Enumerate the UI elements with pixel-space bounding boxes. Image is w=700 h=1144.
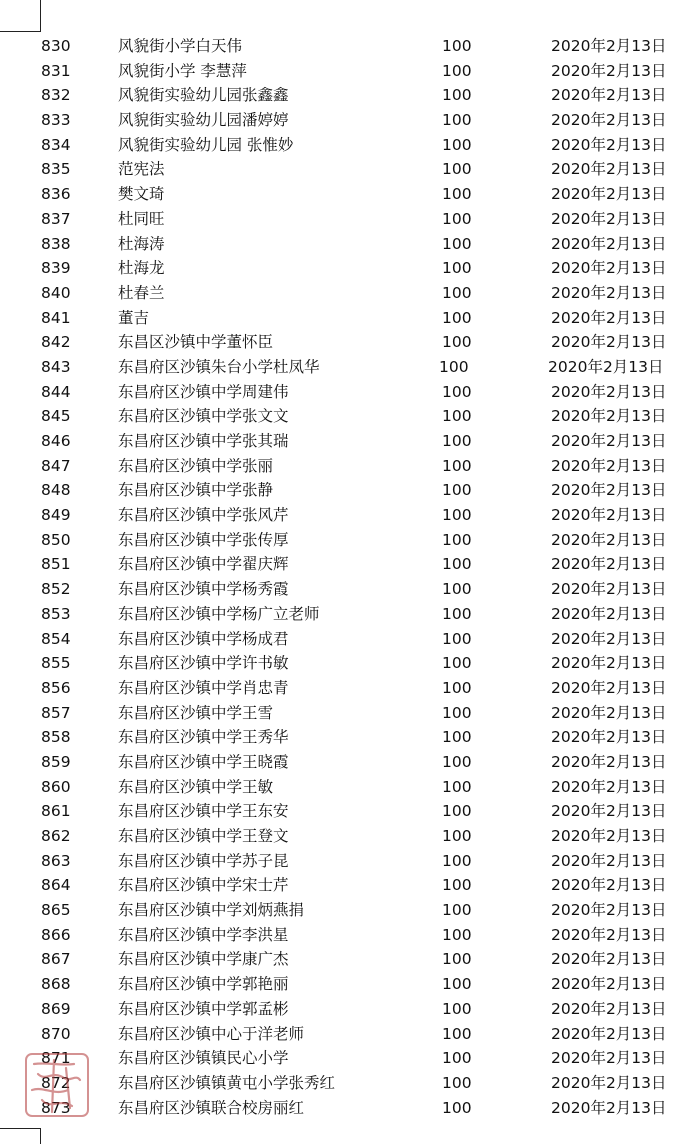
row-score: 100 (442, 1024, 472, 1043)
row-name: 东昌府区沙镇镇民心小学 (118, 1049, 289, 1068)
row-number: 867 (41, 950, 71, 969)
row-name: 东昌府区沙镇中学张丽 (118, 456, 274, 475)
table-row (0, 404, 700, 429)
table-row (0, 133, 700, 158)
row-name: 东昌府区沙镇朱台小学杜凤华 (118, 357, 320, 376)
row-date: 2020年2月13日 (551, 1024, 667, 1043)
row-number: 834 (41, 135, 71, 154)
row-number: 831 (41, 61, 71, 80)
row-date: 2020年2月13日 (551, 629, 667, 648)
table-row (0, 59, 700, 84)
row-score: 100 (442, 185, 472, 204)
row-date: 2020年2月13日 (551, 975, 667, 994)
row-date: 2020年2月13日 (551, 876, 667, 895)
row-name: 东昌府区沙镇中心于洋老师 (118, 1024, 305, 1043)
table-row (0, 281, 700, 306)
row-score: 100 (442, 135, 472, 154)
row-date: 2020年2月13日 (551, 259, 667, 278)
row-score: 100 (439, 357, 469, 376)
row-date: 2020年2月13日 (551, 86, 667, 105)
watermark-calligraphy (32, 1060, 80, 1112)
row-date: 2020年2月13日 (551, 950, 667, 969)
row-name: 东昌府区沙镇中学郭孟彬 (118, 999, 289, 1018)
table-row (0, 232, 700, 257)
donation-list (0, 34, 700, 1120)
row-number: 850 (41, 530, 71, 549)
row-number: 854 (41, 629, 71, 648)
row-number: 871 (41, 1049, 71, 1068)
row-date: 2020年2月13日 (551, 283, 667, 302)
row-name: 东昌府区沙镇中学王登文 (118, 827, 289, 845)
row-name: 东昌府区沙镇中学张传厚 (118, 530, 289, 549)
row-name: 风貌街小学白天伟 (118, 37, 243, 55)
table-row (0, 83, 700, 108)
row-score: 100 (442, 259, 472, 278)
row-date: 2020年2月13日 (551, 703, 667, 722)
row-name: 樊文琦 (118, 185, 165, 204)
table-row (0, 34, 700, 59)
row-name: 风貌街实验幼儿园张鑫鑫 (118, 86, 289, 105)
row-name: 董吉 (118, 308, 150, 327)
table-row (0, 454, 700, 479)
row-number: 849 (41, 506, 71, 525)
row-number: 851 (41, 555, 71, 574)
row-number: 843 (41, 357, 71, 376)
row-name: 风貌街实验幼儿园 张惟妙 (118, 135, 294, 154)
row-score: 100 (442, 975, 472, 994)
table-row (0, 108, 700, 133)
row-score: 100 (442, 86, 472, 105)
row-name: 东昌府区沙镇中学张风芹 (118, 506, 289, 525)
row-date: 2020年2月13日 (551, 604, 667, 623)
row-name: 东昌府区沙镇镇黄屯小学张秀红 (118, 1073, 336, 1092)
table-row (0, 355, 700, 380)
row-number: 846 (41, 432, 71, 450)
row-score: 100 (442, 234, 472, 253)
row-name: 杜春兰 (118, 283, 165, 302)
row-number: 861 (41, 802, 71, 821)
row-number: 842 (41, 333, 71, 352)
row-name: 东昌府区沙镇中学郭艳丽 (118, 975, 289, 994)
table-row (0, 799, 700, 824)
row-name: 东昌府区沙镇中学张其瑞 (118, 432, 289, 450)
row-date: 2020年2月13日 (551, 481, 667, 500)
row-number: 868 (41, 975, 71, 994)
row-name: 东昌府区沙镇中学王雪 (118, 703, 274, 722)
row-score: 100 (442, 555, 472, 574)
row-number: 837 (41, 209, 71, 228)
row-score: 100 (442, 382, 472, 401)
row-name: 东昌府区沙镇中学王秀华 (118, 728, 289, 747)
table-row (0, 997, 700, 1022)
row-number: 869 (41, 999, 71, 1018)
row-score: 100 (442, 283, 472, 302)
row-score: 100 (442, 999, 472, 1018)
row-number: 872 (41, 1073, 71, 1092)
row-number: 852 (41, 580, 71, 599)
row-date: 2020年2月13日 (551, 802, 667, 821)
row-score: 100 (442, 407, 472, 426)
row-date: 2020年2月13日 (551, 209, 667, 228)
row-name: 东昌府区沙镇中学王东安 (118, 802, 289, 821)
table-row (0, 602, 700, 627)
row-number: 844 (41, 382, 71, 401)
row-date: 2020年2月13日 (551, 999, 667, 1018)
row-score: 100 (442, 209, 472, 228)
table-row (0, 503, 700, 528)
row-name: 东昌府区沙镇中学杨秀霞 (118, 580, 289, 599)
row-name: 东昌府区沙镇中学王敏 (118, 777, 274, 796)
table-row (0, 627, 700, 652)
row-number: 855 (41, 654, 71, 673)
row-date: 2020年2月13日 (551, 456, 667, 475)
row-date: 2020年2月13日 (551, 851, 667, 870)
table-row (0, 701, 700, 726)
table-row (0, 676, 700, 701)
row-number: 863 (41, 851, 71, 870)
row-name: 东昌府区沙镇中学肖忠青 (118, 678, 289, 697)
table-row (0, 577, 700, 602)
row-date: 2020年2月13日 (551, 901, 667, 920)
row-number: 833 (41, 111, 71, 130)
row-number: 873 (41, 1098, 71, 1117)
row-name: 东昌府区沙镇中学周建伟 (118, 382, 289, 401)
row-number: 856 (41, 678, 71, 697)
row-date: 2020年2月13日 (551, 308, 667, 327)
row-number: 858 (41, 728, 71, 747)
row-date: 2020年2月13日 (551, 1073, 667, 1092)
row-score: 100 (442, 61, 472, 80)
row-score: 100 (442, 654, 472, 673)
row-name: 东昌府区沙镇中学许书敏 (118, 654, 289, 673)
table-row (0, 947, 700, 972)
table-row (0, 552, 700, 577)
row-score: 100 (442, 308, 472, 327)
row-date: 2020年2月13日 (551, 580, 667, 599)
row-date: 2020年2月13日 (551, 407, 667, 426)
row-date: 2020年2月13日 (551, 506, 667, 525)
crop-mark-top-left-horizontal (0, 31, 41, 32)
row-score: 100 (442, 876, 472, 895)
row-number: 862 (41, 827, 71, 845)
table-row (0, 306, 700, 331)
row-date: 2020年2月13日 (551, 678, 667, 697)
row-score: 100 (442, 851, 472, 870)
row-number: 845 (41, 407, 71, 426)
table-row (0, 1096, 700, 1121)
row-date: 2020年2月13日 (551, 555, 667, 574)
table-row (0, 849, 700, 874)
table-row (0, 651, 700, 676)
row-number: 830 (41, 37, 71, 55)
table-row (0, 824, 700, 849)
row-date: 2020年2月13日 (551, 160, 667, 179)
row-score: 100 (442, 432, 472, 450)
row-score: 100 (442, 111, 472, 130)
row-score: 100 (442, 333, 472, 352)
table-row (0, 1046, 700, 1071)
table-row (0, 478, 700, 503)
table-row (0, 923, 700, 948)
row-date: 2020年2月13日 (551, 925, 667, 944)
row-number: 839 (41, 259, 71, 278)
table-row (0, 380, 700, 405)
row-number: 848 (41, 481, 71, 500)
row-score: 100 (442, 678, 472, 697)
row-score: 100 (442, 802, 472, 821)
table-row (0, 1022, 700, 1047)
row-name: 风貌街小学 李慧萍 (118, 61, 247, 80)
table-row (0, 182, 700, 207)
table-row (0, 528, 700, 553)
row-score: 100 (442, 703, 472, 722)
row-name: 东昌府区沙镇中学翟庆辉 (118, 555, 289, 574)
row-number: 864 (41, 876, 71, 895)
table-row (0, 750, 700, 775)
row-score: 100 (442, 629, 472, 648)
table-row (0, 725, 700, 750)
row-score: 100 (442, 580, 472, 599)
row-score: 100 (442, 925, 472, 944)
row-number: 836 (41, 185, 71, 204)
row-score: 100 (442, 506, 472, 525)
row-date: 2020年2月13日 (551, 185, 667, 204)
row-score: 100 (442, 950, 472, 969)
row-name: 东昌府区沙镇中学李洪星 (118, 925, 289, 944)
row-number: 857 (41, 703, 71, 722)
row-score: 100 (442, 481, 472, 500)
table-row (0, 157, 700, 182)
table-row (0, 1071, 700, 1096)
watermark-seal (8, 1052, 90, 1120)
row-name: 杜同旺 (118, 209, 165, 228)
row-name: 东昌府区沙镇中学刘炳燕捐 (118, 901, 305, 920)
row-score: 100 (442, 37, 472, 55)
row-name: 风貌街实验幼儿园潘婷婷 (118, 111, 289, 130)
row-number: 847 (41, 456, 71, 475)
row-date: 2020年2月13日 (551, 234, 667, 253)
row-score: 100 (442, 530, 472, 549)
row-score: 100 (442, 1073, 472, 1092)
crop-mark-bottom-left-horizontal (0, 1128, 41, 1129)
row-name: 东昌府区沙镇中学张文文 (118, 407, 289, 426)
table-row (0, 972, 700, 997)
row-date: 2020年2月13日 (551, 37, 667, 55)
table-row (0, 207, 700, 232)
row-date: 2020年2月13日 (551, 654, 667, 673)
table-row (0, 429, 700, 454)
row-number: 832 (41, 86, 71, 105)
table-row (0, 775, 700, 800)
row-name: 东昌府区沙镇中学苏子昆 (118, 851, 289, 870)
row-date: 2020年2月13日 (551, 827, 667, 845)
row-score: 100 (442, 777, 472, 796)
row-name: 范宪法 (118, 160, 165, 179)
row-date: 2020年2月13日 (551, 1049, 667, 1068)
row-number: 859 (41, 752, 71, 771)
row-date: 2020年2月13日 (551, 752, 667, 771)
row-number: 835 (41, 160, 71, 179)
row-name: 东昌府区沙镇中学杨广立老师 (118, 604, 320, 623)
row-number: 840 (41, 283, 71, 302)
row-name: 杜海龙 (118, 259, 165, 278)
row-date: 2020年2月13日 (551, 382, 667, 401)
row-date: 2020年2月13日 (551, 111, 667, 130)
crop-mark-top-left-vertical (40, 0, 41, 32)
row-name: 东昌府区沙镇中学王晓霞 (118, 752, 289, 771)
table-row (0, 898, 700, 923)
row-score: 100 (442, 160, 472, 179)
row-date: 2020年2月13日 (551, 530, 667, 549)
row-number: 870 (41, 1024, 71, 1043)
row-name: 东昌区沙镇中学董怀臣 (118, 333, 274, 352)
row-name: 东昌府区沙镇中学张静 (118, 481, 274, 500)
row-number: 838 (41, 234, 71, 253)
row-date: 2020年2月13日 (551, 135, 667, 154)
row-number: 866 (41, 925, 71, 944)
row-number: 841 (41, 308, 71, 327)
row-date: 2020年2月13日 (551, 61, 667, 80)
row-score: 100 (442, 827, 472, 845)
row-name: 东昌府区沙镇中学杨成君 (118, 629, 289, 648)
table-row (0, 873, 700, 898)
table-row (0, 330, 700, 355)
row-score: 100 (442, 752, 472, 771)
row-date: 2020年2月13日 (551, 1098, 667, 1117)
row-name: 杜海涛 (118, 234, 165, 253)
row-name: 东昌府区沙镇中学宋士芹 (118, 876, 289, 895)
row-score: 100 (442, 456, 472, 475)
row-score: 100 (442, 901, 472, 920)
row-score: 100 (442, 728, 472, 747)
crop-mark-bottom-left-vertical (40, 1128, 41, 1144)
row-date: 2020年2月13日 (551, 777, 667, 796)
row-date: 2020年2月13日 (551, 432, 667, 450)
row-score: 100 (442, 1098, 472, 1117)
row-name: 东昌府区沙镇中学康广杰 (118, 950, 289, 969)
row-score: 100 (442, 604, 472, 623)
row-date: 2020年2月13日 (548, 357, 664, 376)
row-number: 860 (41, 777, 71, 796)
row-name: 东昌府区沙镇联合校房丽红 (118, 1098, 305, 1117)
table-row (0, 256, 700, 281)
row-date: 2020年2月13日 (551, 333, 667, 352)
row-score: 100 (442, 1049, 472, 1068)
row-number: 865 (41, 901, 71, 920)
row-date: 2020年2月13日 (551, 728, 667, 747)
row-number: 853 (41, 604, 71, 623)
